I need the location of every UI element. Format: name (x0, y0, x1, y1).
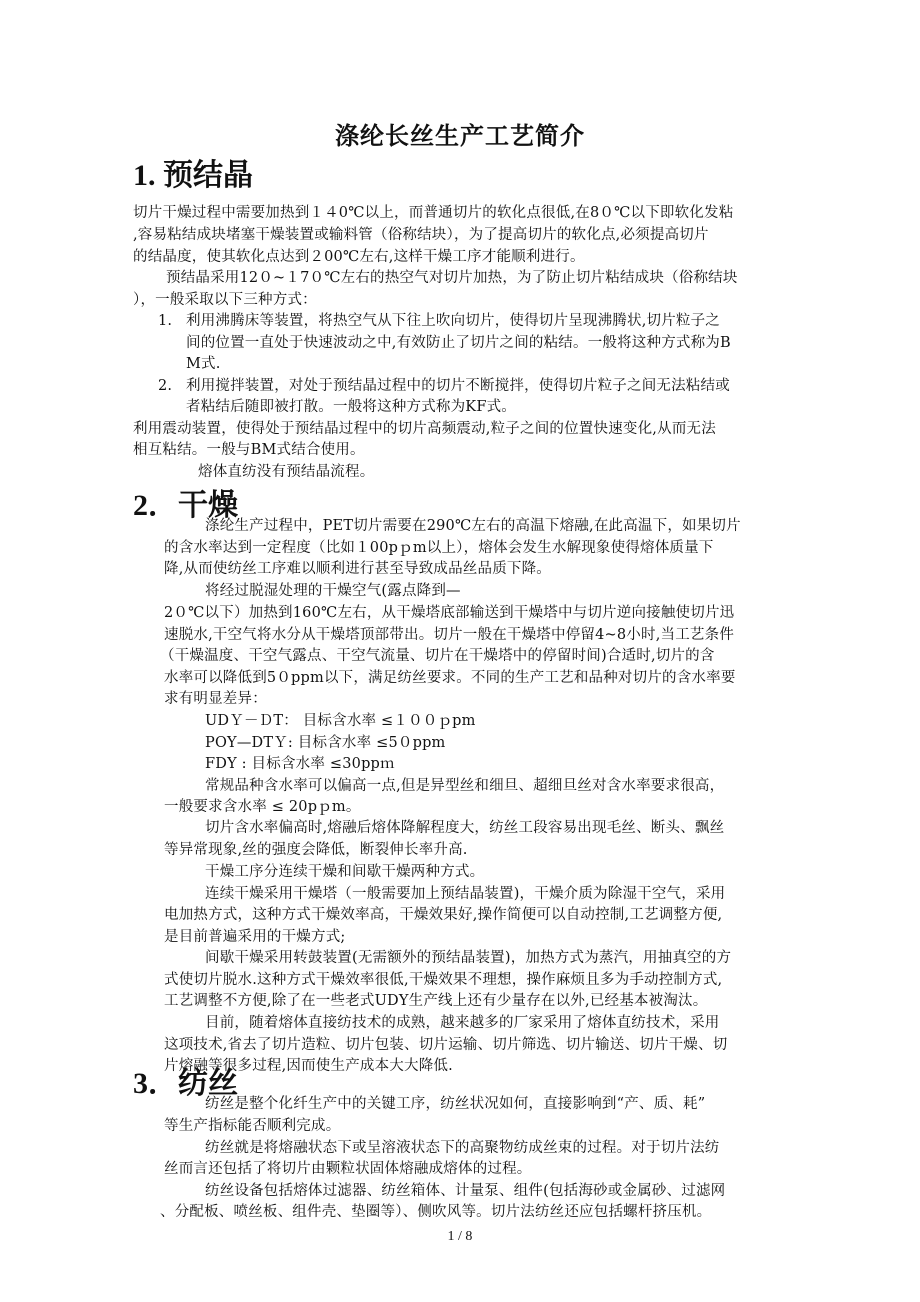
list-item-line: M式. (186, 356, 221, 372)
section-heading-3: 3．纺丝 (133, 1067, 238, 1100)
paragraph-line: 切片含水率偏高时,熔融后熔体降解程度大，纺丝工段容易出现毛丝、断头、飘丝 (205, 820, 725, 836)
list-item-line: 者粘结后随即被打散。一般将这种方式称为KF式。 (186, 399, 516, 415)
section-heading-2: 2．干燥 (133, 489, 238, 522)
paragraph-line: 的结晶度，使其软化点达到２00℃左右,这样干燥工序才能顺利进行。 (133, 249, 585, 265)
spec-line-poy: POY—DTＹ: 目标含水率 ≤5０ppm (205, 735, 446, 751)
paragraph-line: ,容易粘结成块堵塞干燥装置或输料管（俗称结块），为了提高切片的软化点,必须提高切片 (133, 227, 709, 243)
section-heading-1: 1. 预结晶 (133, 159, 253, 192)
paragraph-line: 常规品种含水率可以偏高一点,但是异型丝和细旦、超细旦丝对含水率要求很高， (205, 778, 725, 794)
spec-line-udy: UDＹ－ＤT： 目标含水率 ≤１００ｐpm (205, 713, 476, 729)
paragraph-line: 将经过脱湿处理的干燥空气(露点降到— (205, 583, 461, 599)
paragraph-line: 纺丝是整个化纤生产中的关键工序，纺丝状况如何，直接影响到“产、质、耗” (205, 1096, 706, 1112)
paragraph-line: 、分配板、喷丝板、组件壳、垫圈等）、侧吹风等。切片法纺丝还应包括螺杆挤压机。 (160, 1204, 712, 1220)
paragraph-line: 纺丝设备包括熔体过滤器、纺丝箱体、计量泵、组件(包括海砂或金属砂、过滤网 (205, 1183, 726, 1199)
paragraph-line: 2０℃以下）加热到160℃左右，从干燥塔底部输送到干燥塔中与切片逆向接触使切片迅 (164, 605, 735, 621)
list-marker-1: 1. (158, 313, 173, 329)
paragraph-line: 利用震动装置，使得处于预结晶过程中的切片高频震动,粒子之间的位置快速变化,从而无法 (133, 421, 716, 437)
paragraph-line: 丝而言还包括了将切片由颗粒状固体熔融成熔体的过程。 (164, 1161, 532, 1177)
paragraph-line: 是目前普遍采用的干燥方式; (164, 929, 346, 945)
paragraph-line: 求有明显差异： (164, 691, 267, 707)
list-item-line: 间的位置一直处于快速波动之中,有效防止了切片之间的粘结。一般将这种方式称为B (186, 335, 731, 351)
paragraph-line: 工艺调整不方便,除了在一些老式UDY生产线上还有少量存在以外,已经基本被淘汰。 (164, 993, 708, 1009)
document-title: 涤纶长丝生产工艺简介 (335, 122, 585, 150)
paragraph-line: 相互粘结。一般与BM式结合使用。 (133, 442, 365, 458)
paragraph-line: 连续干燥采用干燥塔（一般需要加上预结晶装置)，干燥介质为除湿干空气，采用 (205, 886, 726, 902)
paragraph-line: 速脱水,干空气将水分从干燥塔顶部带出。切片一般在干燥塔中停留4~8小时,当工艺条件 (164, 627, 735, 643)
paragraph-line: 电加热方式，这种方式干燥效率高，干燥效果好,操作简便可以自动控制,工艺调整方便, (164, 907, 723, 923)
paragraph-line: 预结晶采用12０~１7０℃左右的热空气对切片加热，为了防止切片粘结成块（俗称结块 (166, 270, 738, 286)
spec-line-fdy: FDY : 目标含水率 ≤30ppｍ (205, 756, 395, 772)
list-item-line: 利用沸腾床等装置，将热空气从下往上吹向切片，使得切片呈现沸腾状,切片粒子之 (186, 313, 721, 329)
paragraph-line: 水率可以降低到5０ppm以下，满足纺丝要求。不同的生产工艺和品种对切片的含水率要 (164, 670, 736, 686)
paragraph-line: 这项技术,省去了切片造粒、切片包装、切片运输、切片筛选、切片输送、切片干燥、切 (164, 1037, 728, 1053)
paragraph-line: （干燥温度、干空气露点、干空气流量、切片在干燥塔中的停留时间)合适时,切片的含 (160, 648, 715, 664)
paragraph-line: 间歇干燥采用转鼓装置(无需额外的预结晶装置)，加热方式为蒸汽，用抽真空的方 (205, 950, 732, 966)
paragraph-line: 等异常现象,丝的强度会降低，断裂伸长率升高. (164, 842, 468, 858)
page-number: 1 / 8 (447, 1229, 473, 1244)
paragraph-line: ），一般采取以下三种方式： (133, 292, 317, 308)
list-marker-2: 2. (158, 378, 173, 394)
paragraph-line: 降,从而使纺丝工序难以顺利进行甚至导致成品丝品质下降。 (164, 561, 552, 577)
paragraph-line: 目前，随着熔体直接纺技术的成熟，越来越多的厂家采用了熔体直纺技术，采用 (205, 1015, 720, 1031)
paragraph-line: 一般要求含水率 ≤ 20pｐm。 (164, 799, 361, 815)
paragraph-line: 干燥工序分连续干燥和间歇干燥两种方式。 (205, 864, 485, 880)
paragraph-line: 片熔融等很多过程,因而使生产成本大大降低. (164, 1058, 453, 1074)
paragraph-line: 式使切片脱水.这种方式干燥效率很低,干燥效果不理想，操作麻烦且多为手动控制方式, (164, 972, 723, 988)
paragraph-line: 涤纶生产过程中，PET切片需要在290℃左右的高温下熔融,在此高温下，如果切片 (205, 518, 741, 534)
paragraph-line: 纺丝就是将熔融状态下或呈溶液状态下的高聚物纺成丝束的过程。对于切片法纺 (205, 1140, 720, 1156)
paragraph-line: 切片干燥过程中需要加热到１４0℃以上，而普通切片的软化点很低,在8０℃以下即软化发粘 (133, 205, 734, 221)
paragraph-line: 熔体直纺没有预结晶流程。 (198, 464, 375, 480)
paragraph-line: 等生产指标能否顺利完成。 (164, 1118, 341, 1134)
paragraph-line: 的含水率达到一定程度（比如１00pｐm以上），熔体会发生水解现象使得熔体质量下 (164, 540, 714, 556)
list-item-line: 利用搅拌装置，对处于预结晶过程中的切片不断搅拌，使得切片粒子之间无法粘结或 (186, 378, 730, 394)
